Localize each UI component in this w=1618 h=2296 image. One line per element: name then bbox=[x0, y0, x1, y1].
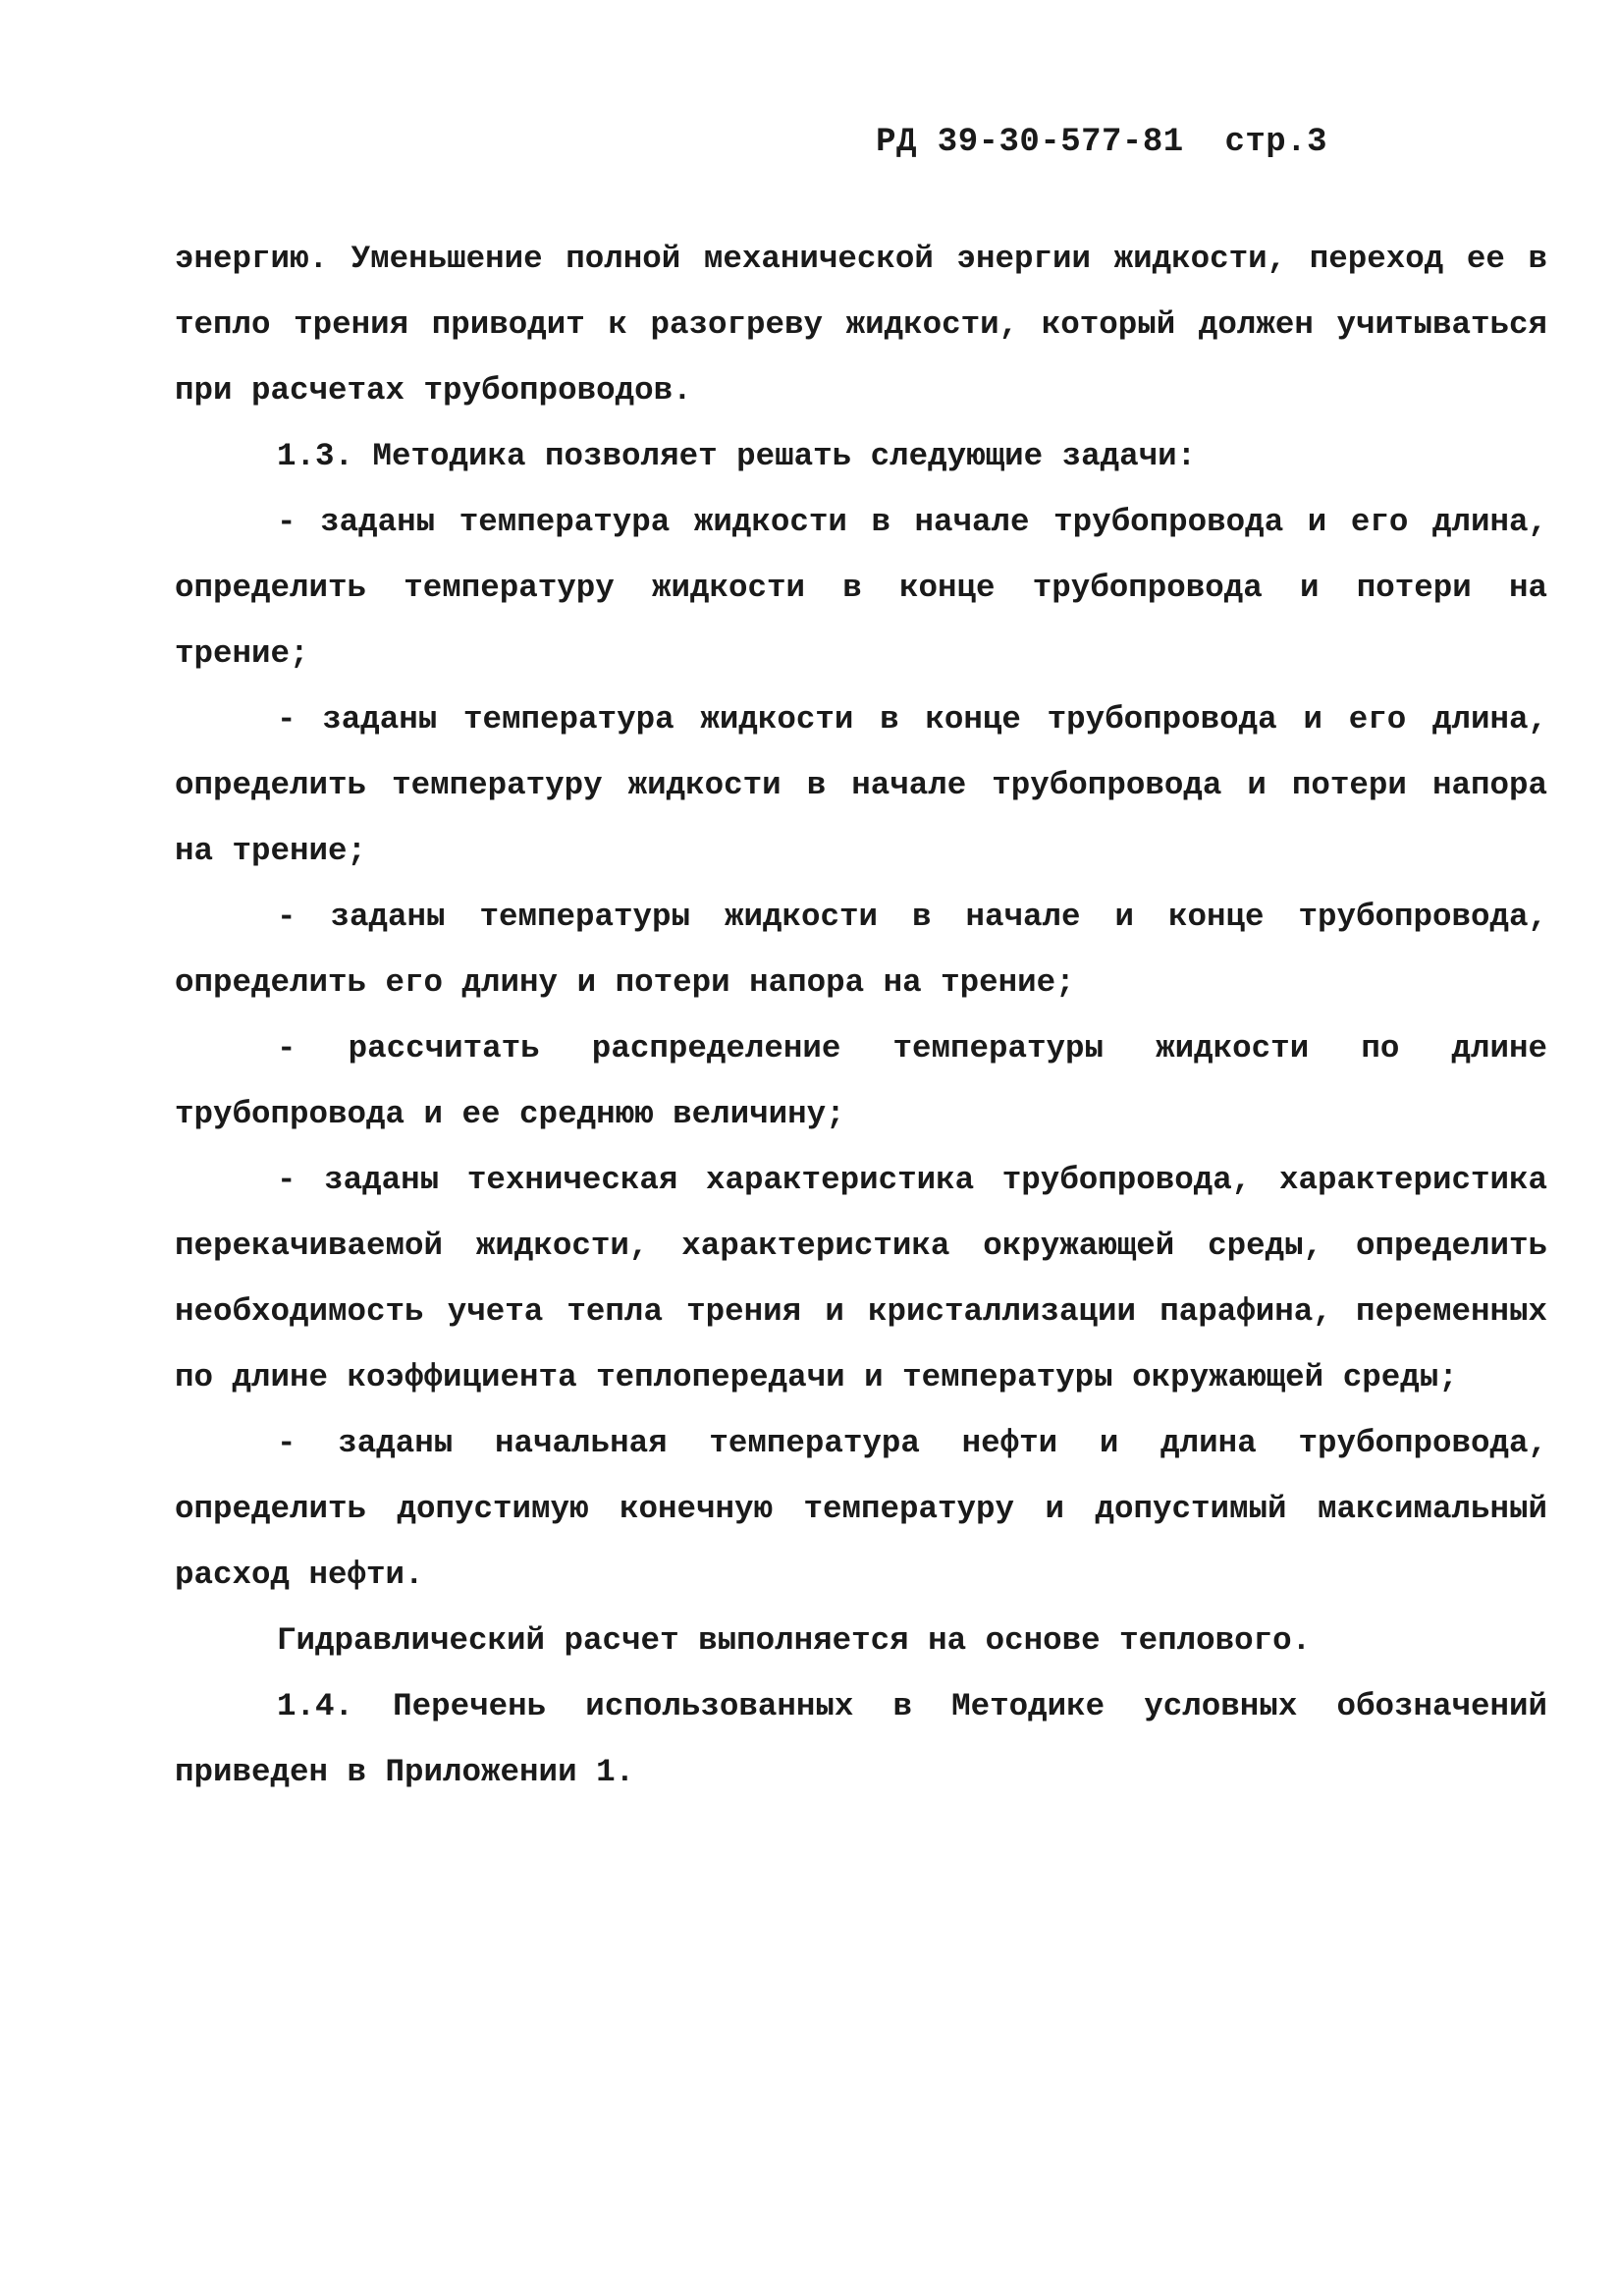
document-reference: РД 39-30-577-81 bbox=[876, 124, 1184, 161]
page-header bbox=[876, 124, 1327, 161]
paragraph-hydraulic: Гидравлический расчет выполняется на основе теплового. bbox=[277, 1622, 1312, 1659]
task-item: - заданы температура жидкости в конце трубопровода и его длина, определить температуру жидкости в начале трубопровода и потери напора на трение; bbox=[175, 701, 1547, 869]
section-1-4-paragraph: 1.4. Перечень использованных в Методике условных обозначений приведен в Приложении 1. bbox=[175, 1688, 1547, 1790]
task-item: - рассчитать распределение температуры жидкости по длине трубопровода и ее среднюю величину; bbox=[175, 1030, 1547, 1132]
section-1-3-heading: 1.3. Методика позволяет решать следующие задачи: bbox=[277, 438, 1197, 474]
body-text bbox=[175, 226, 1547, 1805]
task-item: - заданы техническая характеристика трубопровода, характеристика перекачиваемой жидкости, характеристика окружающей среды, определить необходимость учета тепла трения и кристаллизации парафина, переменных по длине коэффициента теплопередачи и температуры окружающей среды; bbox=[175, 1162, 1547, 1395]
task-item: - заданы начальная температура нефти и длина трубопровода, определить допустимую конечную температуру и допустимый максимальный расход нефти. bbox=[175, 1425, 1547, 1593]
paragraph-energy: энергию. Уменьшение полной механической энергии жидкости, переход ее в тепло трения приводит к разогреву жидкости, который должен учитываться при расчетах трубопроводов. bbox=[175, 241, 1547, 409]
page-number: стр.3 bbox=[1224, 124, 1327, 161]
task-item: - заданы температура жидкости в начале трубопровода и его длина, определить температуру жидкости в конце трубопровода и потери на трение; bbox=[175, 504, 1547, 672]
task-item: - заданы температуры жидкости в начале и конце трубопровода, определить его длину и потери напора на трение; bbox=[175, 899, 1547, 1001]
